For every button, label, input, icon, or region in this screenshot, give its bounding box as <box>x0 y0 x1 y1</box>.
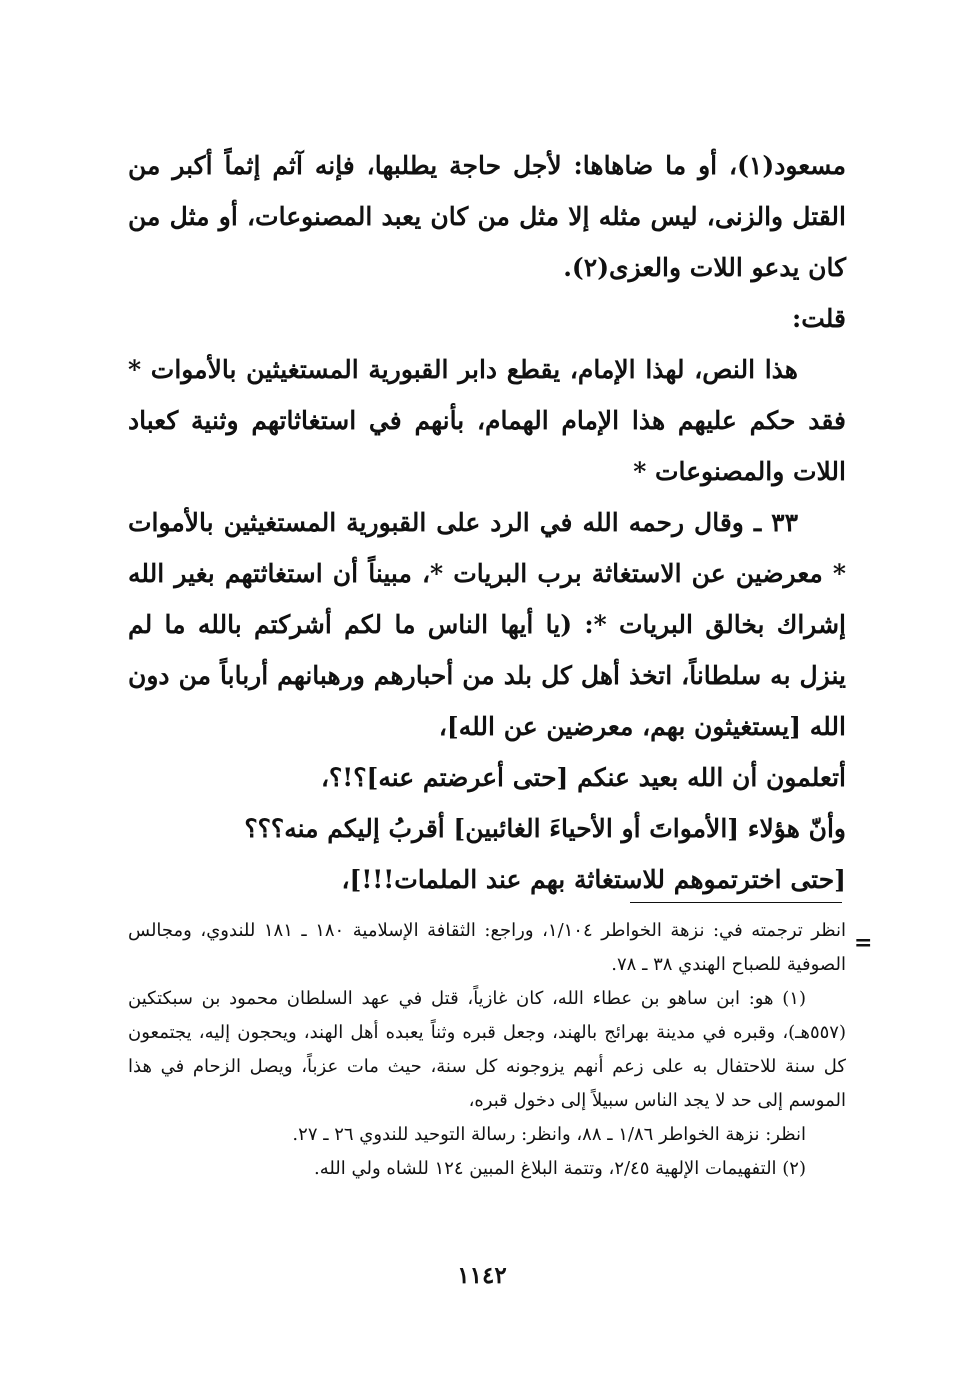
footnote-continuation: انظر ترجمته في: نزهة الخواطر ١/١٠٤، وراجع: الثقافة الإسلامية ١٨٠ ـ ١٨١ للندوي، ومجالس الصوفية للصباح الهندي ٣٨ ـ ٧٨. <box>128 920 846 975</box>
paragraph-2: هذا النص، لهذا الإمام، يقطع دابر القبورية المستغيثين بالأموات * فقد حكم عليهم هذا الإمام الهمام، بأنهم في استغاثاتهم وثنية كعباد اللات والمصنوعات * <box>128 355 846 486</box>
footnote-separator <box>630 902 842 903</box>
paragraph-3: ٣٣ ـ وقال رحمه الله في الرد على القبورية المستغيثين بالأموات * معرضين عن الاستغاثة برب البريات *، مبيناً أن استغاثتهم بغير الله إشراك بخالق البريات *: (يا أيها الناس ما لكم أشركتم بالله ما لم ينزل به سلطاناً، اتخذ أهل كل بلد من أحبارهم ورهبانهم أرباباً من دون الله [يستغيثون بهم، معرضين عن الله]، <box>128 508 846 741</box>
footnote-2: (٢) التفهيمات الإلهية ٢/٤٥، وتتمة البلاغ المبين ١٢٤ للشاه ولي الله. <box>313 1158 806 1179</box>
footnote-1: (١) هو: ابن ساهو بن عطاء الله، كان غازياً، قتل في عهد السلطان محمود بن سبكتكين (٥٥٧هـ)، وقبره في مدينة بهرائج بالهند، وجعل قبره وثناً يعبده أهل الهند، ويحجون إليه، يجتمعون كل سنة للاحتفال به على زعم أنهم يزوجونه كل سنة، حيث مات عزباً، ويصل الزحام في هذا الموسم إلى حد لا يجد الناس سبيلاً إلى دخول قبره، <box>128 988 846 1111</box>
main-text <box>128 140 846 905</box>
footnote-1-source: انظر: نزهة الخواطر ١/٨٦ ـ ٨٨، وانظر: رسالة التوحيد للندوي ٢٦ ـ ٢٧. <box>292 1124 806 1145</box>
verse-line-1: أتعلمون أن الله بعيد عنكم [حتى أعرضتم عنه]؟!؟، <box>320 763 846 792</box>
paragraph-1: مسعود(١)، أو ما ضاهاها: لأجل حاجة يطلبها، فإنه آثم إثماً أكبر من القتل والزنى، ليس مثله إلا مثل من كان يعبد المصنوعات، أو مثل من كان يدعو اللات والعزى(٢). <box>128 151 846 282</box>
footnotes <box>128 914 846 1186</box>
continuation-mark: = <box>854 930 873 956</box>
verse-line-3: [حتى اخترتموهم للاستغاثة بهم عند الملمات!!!]، <box>341 865 846 894</box>
heading-qultu: قلت: <box>791 304 846 333</box>
verse-line-2: وأنّ هؤلاء [الأمواتَ أو الأحياءَ الغائبين] أقربُ إليكم منه؟؟؟ <box>244 814 846 843</box>
page-number: ١١٤٢ <box>457 1262 507 1289</box>
